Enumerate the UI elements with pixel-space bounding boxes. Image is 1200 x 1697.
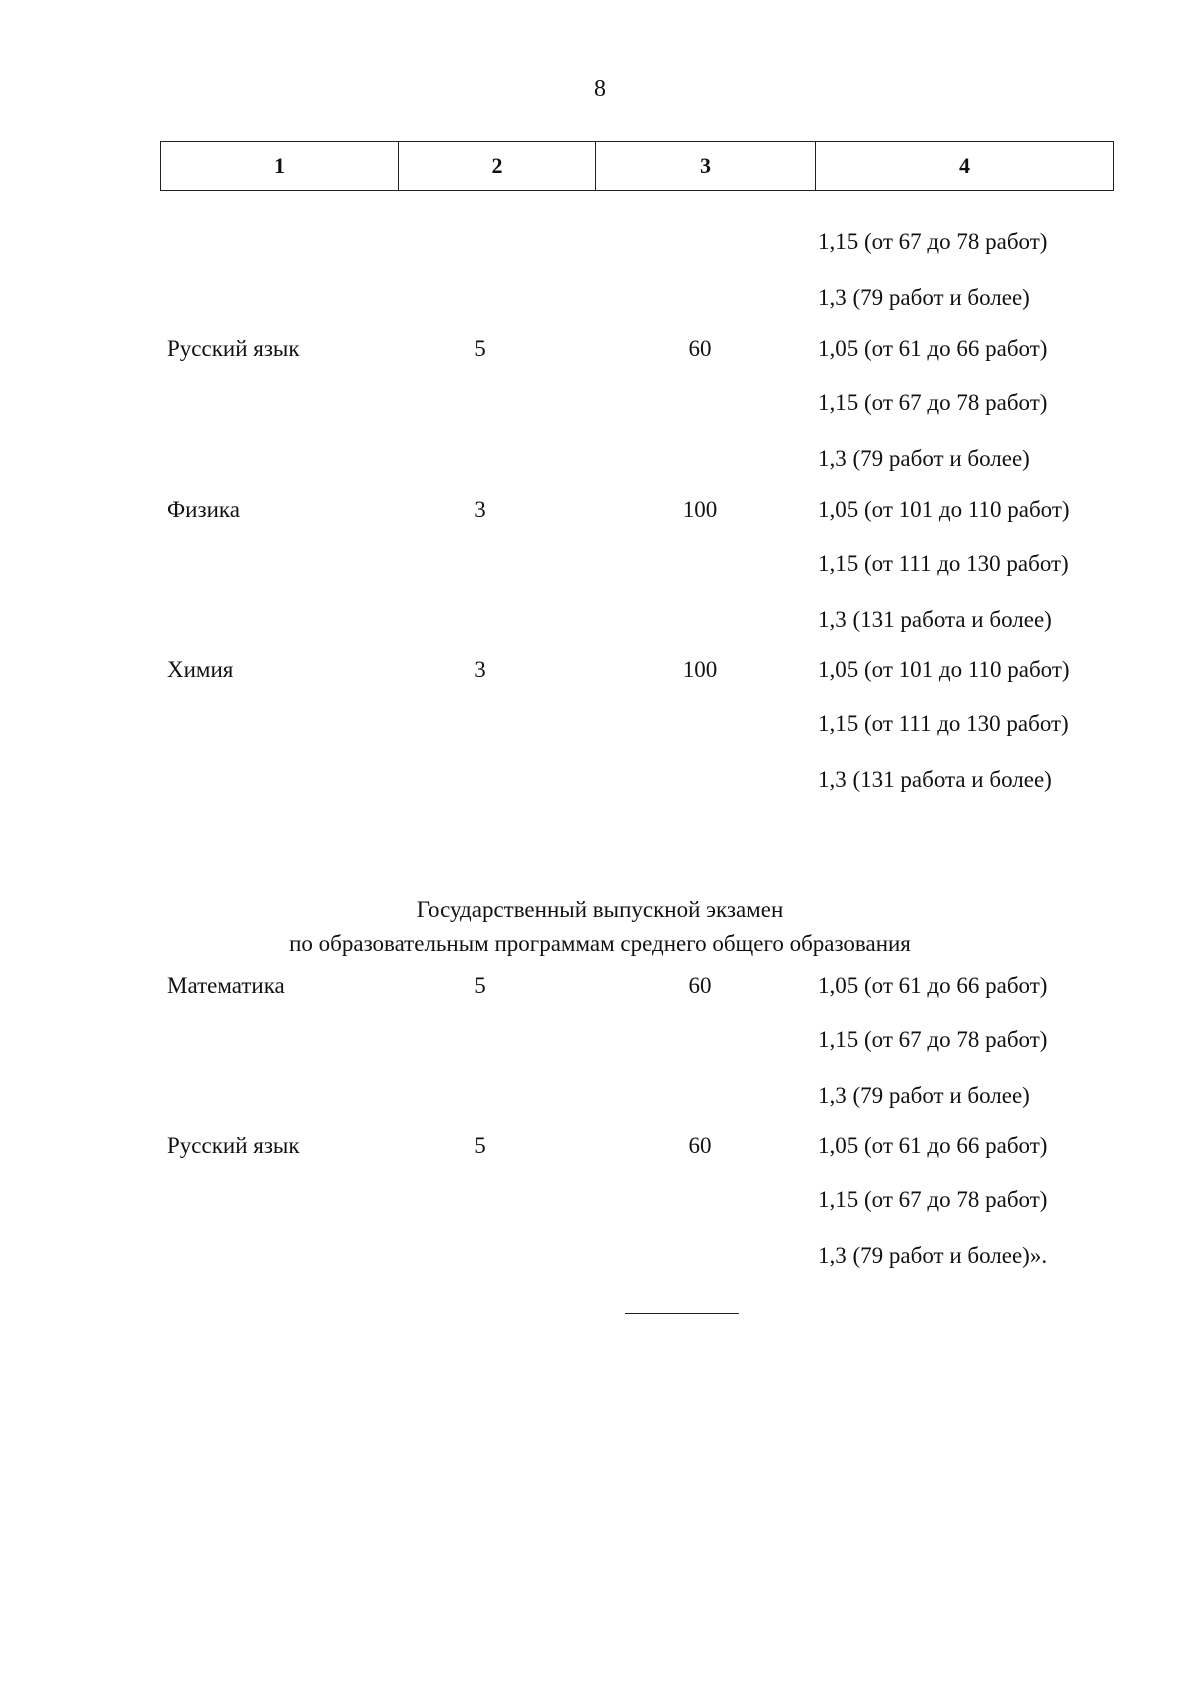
- header-col-2: 2: [399, 142, 596, 191]
- coef-line: 1,05 (от 61 до 66 работ): [818, 1133, 1048, 1158]
- coef-line: 1,3 (79 работ и более): [818, 446, 1030, 471]
- coef-line: 1,3 (131 работа и более): [818, 607, 1052, 632]
- coef-line: 1,15 (от 67 до 78 работ): [818, 1027, 1048, 1052]
- coef-line: 1,15 (от 67 до 78 работ): [818, 1187, 1048, 1212]
- section-title-line: Государственный выпускной экзамен: [416, 897, 784, 922]
- section-title: [0, 893, 1200, 961]
- coef-line: 1,3 (79 работ и более): [818, 1083, 1030, 1108]
- coef-line: 1,05 (от 101 до 110 работ): [818, 657, 1070, 682]
- header-col-1: 1: [161, 142, 399, 191]
- table-header: [160, 141, 1114, 191]
- coef-line: 1,15 (от 111 до 130 работ): [818, 711, 1069, 736]
- col3-value: 60: [688, 973, 712, 998]
- subject-name: Химия: [167, 657, 234, 682]
- coef-line: 1,3 (79 работ и более)».: [818, 1243, 1048, 1268]
- subject-name: Русский язык: [167, 1133, 300, 1158]
- coef-line: 1,05 (от 101 до 110 работ): [818, 497, 1070, 522]
- header-col-4: 4: [816, 142, 1114, 191]
- coef-line: 1,3 (131 работа и более): [818, 767, 1052, 792]
- subject-name: Русский язык: [167, 336, 300, 361]
- section-title-line: по образовательным программам среднего общего образования: [289, 931, 911, 956]
- coef-line: 1,05 (от 61 до 66 работ): [818, 336, 1048, 361]
- subject-name: Математика: [167, 973, 285, 998]
- header-col-3: 3: [596, 142, 816, 191]
- col3-value: 60: [688, 336, 712, 361]
- subject-name: Физика: [167, 497, 240, 522]
- col2-value: 3: [474, 657, 486, 682]
- coef-line: 1,15 (от 67 до 78 работ): [818, 229, 1048, 254]
- col2-value: 5: [474, 1133, 486, 1158]
- coef-line: 1,15 (от 67 до 78 работ): [818, 390, 1048, 415]
- col3-value: 100: [682, 497, 718, 522]
- col2-value: 5: [474, 973, 486, 998]
- coef-line: 1,05 (от 61 до 66 работ): [818, 973, 1048, 998]
- col3-value: 60: [688, 1133, 712, 1158]
- col2-value: 3: [474, 497, 486, 522]
- coef-line: 1,15 (от 111 до 130 работ): [818, 551, 1069, 576]
- col3-value: 100: [682, 657, 718, 682]
- col2-value: 5: [474, 336, 486, 361]
- page-number: 8: [594, 76, 606, 102]
- coef-line: 1,3 (79 работ и более): [818, 285, 1030, 310]
- end-rule: [625, 1313, 739, 1314]
